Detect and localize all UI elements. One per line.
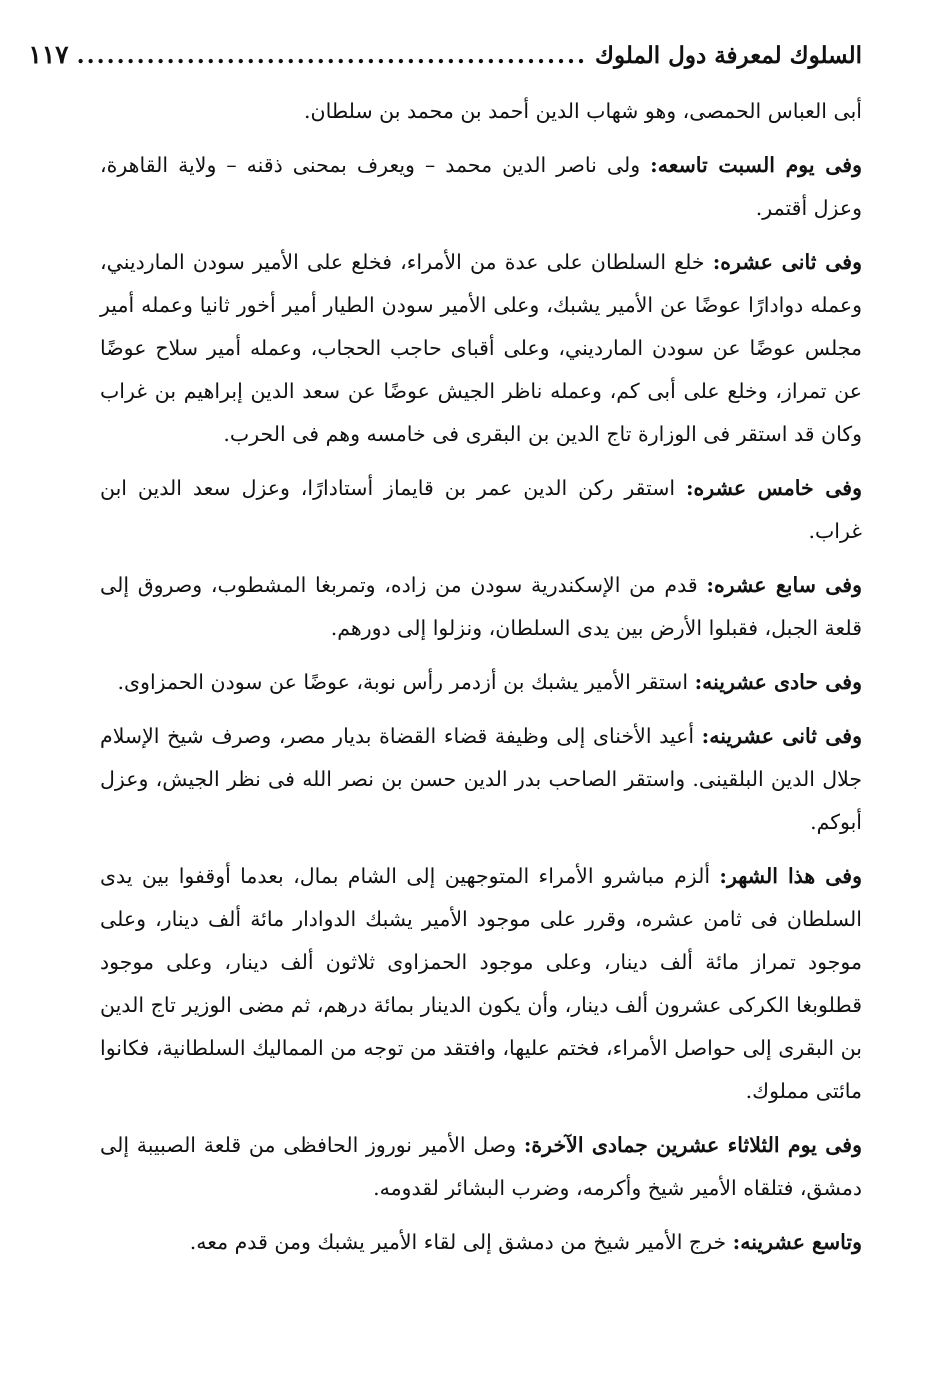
paragraph-lead: وفى هذا الشهر: — [719, 864, 863, 888]
paragraph-6 — [100, 661, 862, 704]
paragraph-lead: وفى خامس عشره: — [685, 476, 862, 500]
paragraph-lead: وفى يوم الثلاثاء عشرين جمادى الآخرة: — [523, 1133, 862, 1157]
paragraph-lead: وفى ثانى عشرينه: — [701, 724, 862, 748]
paragraph-4 — [100, 467, 862, 553]
paragraph-text: وصل الأمير نوروز الحافظى من قلعة الصبيبة إلى دمشق، فتلقاه الأمير شيخ وأكرمه، وضرب البشائر لقدومه. — [100, 1133, 862, 1200]
book-page — [28, 40, 863, 1360]
running-title: السلوك لمعرفة دول الملوك — [594, 42, 862, 69]
paragraph-text: أعيد الأخناى إلى وظيفة قضاء القضاة بديار مصر، وصرف شيخ الإسلام جلال الدين البلقينى. واستقر الصاحب بدر الدين حسن بن نصر الله فى نظر الجيش، وعزل أبوكم. — [100, 724, 862, 834]
dot-leader: ................................................... — [76, 42, 587, 69]
paragraph-text: أبى العباس الحمصى، وهو شهاب الدين أحمد بن محمد بن سلطان. — [304, 99, 862, 123]
paragraph-5 — [100, 564, 862, 650]
paragraph-text: استقر ركن الدين عمر بن قايماز أستادارًا، وعزل سعد الدين ابن غراب. — [100, 476, 862, 543]
paragraph-text: استقر الأمير يشبك بن أزدمر رأس نوبة، عوضًا عن سودن الحمزاوى. — [117, 670, 695, 694]
paragraph-text: قدم من الإسكندرية سودن من زاده، وتمربغا المشطوب، وصروق إلى قلعة الجبل، فقبلوا الأرض بين يدى السلطان، ونزلوا إلى دورهم. — [100, 573, 862, 640]
paragraph-lead: وفى يوم السبت تاسعه: — [650, 153, 862, 177]
page-number: ١١٧ — [28, 40, 69, 69]
paragraph-text: ألزم مباشرو الأمراء المتوجهين إلى الشام بمال، بعدما أوقفوا بين يدى السلطان فى ثامن عشره، وقرر على موجود الأمير يشبك الدوادار مائة ألف دينار، وعلى موجود تمراز مائة ألف دينار، وعلى موجود الحمزاوى ثلاثون ألف دينار، وعلى موجود قطلوبغا الكركى عشرون ألف دينار، وأن يكون الدينار بمائة درهم، ثم مضى الوزير تاج الدين بن البقرى إلى حواصل الأمراء، فختم عليها، وافتقد من توجه من المماليك السلطانية، فكانوا مائتى مملوك. — [100, 864, 862, 1103]
paragraph-7 — [100, 715, 862, 844]
paragraph-lead: وفى حادى عشرينه: — [694, 670, 862, 694]
paragraph-8 — [100, 855, 862, 1113]
paragraph-text: خلع السلطان على عدة من الأمراء، فخلع على الأمير سودن المارديني، وعمله دوادارًا عوضًا عن الأمير يشبك، وعلى الأمير سودن الطيار أمير أخور ثانيا وعمله أمير مجلس عوضًا عن سودن المارديني، وعلى أقباى حاجب الحجاب، وعمله أمير سلاح عوضًا عن تمراز، وخلع على أبى كم، وعمله ناظر الجيش عوضًا عن سعد الدين إبراهيم بن غراب وكان قد استقر فى الوزارة تاج الدين بن البقرى فى خامسه وهم فى الحرب. — [100, 250, 862, 446]
paragraph-2 — [100, 144, 862, 230]
paragraph-lead: وفى سابع عشره: — [706, 573, 862, 597]
paragraph-text: ولى ناصر الدين محمد – ويعرف بمحنى ذقنه – ولاية القاهرة، وعزل أقتمر. — [100, 153, 862, 220]
body-text — [100, 90, 862, 1264]
paragraph-1 — [100, 90, 862, 133]
paragraph-9 — [100, 1124, 862, 1210]
page-header — [28, 40, 862, 90]
paragraph-text: خرج الأمير شيخ من دمشق إلى لقاء الأمير يشبك ومن قدم معه. — [189, 1230, 733, 1254]
paragraph-3 — [100, 241, 862, 456]
paragraph-lead: وفى ثانى عشره: — [712, 250, 862, 274]
paragraph-10 — [100, 1221, 862, 1264]
paragraph-lead: وتاسع عشرينه: — [732, 1230, 862, 1254]
